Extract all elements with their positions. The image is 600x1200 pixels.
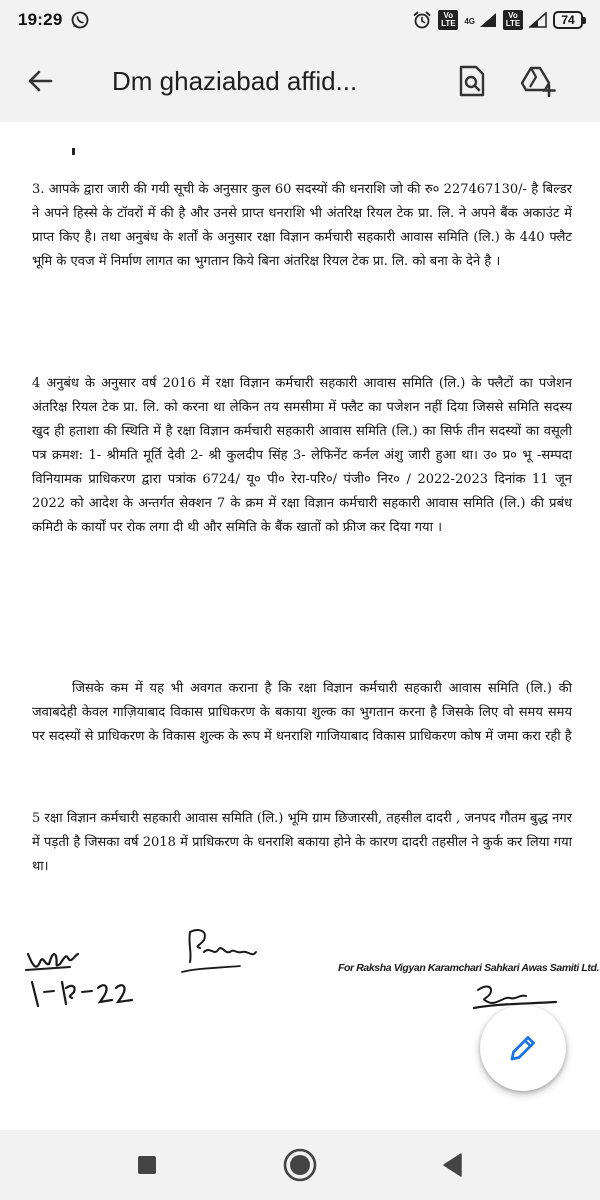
paragraph-note: जिसके कम में यह भी अवगत कराना है कि रक्षा विज्ञान कर्मचारी सहकारी आवास समिति (लि.) की जवाबदेही केवल गाज़ियाबाद विकास प्राधिकरण के बकाया शुल्क का भुगतान करना है जिसके लिए वो समय समय पर सदस्यों से प्राधिकरण के विकास शुल्क के रूप में धनराशि गाजियाबाद विकास प्राधिकरण कोष में जमा करा रही है [32, 681, 572, 744]
home-button[interactable] [270, 1135, 330, 1195]
edit-button[interactable] [480, 1005, 566, 1091]
handwritten-signature-date [18, 934, 146, 1016]
network-type-label: 4G [464, 17, 475, 26]
page-mark [72, 148, 75, 155]
status-bar [0, 0, 600, 40]
find-in-document-button[interactable] [448, 57, 496, 105]
paragraph-4: 4 अनुबंध के अनुसार वर्ष 2016 में रक्षा विज्ञान कर्मचारी सहकारी आवास समिति (लि.) के फ्लैटों का पजेशन अंतरिक्ष रियल टेक प्रा. लि. को करना था लेकिन तय समसीमा में फ्लैट का पजेशन नहीं दिया जिससे समिति सदस्य खुद ही हताशा की स्थिति में है रक्षा विज्ञान कर्मचारी सहकारी आवास समिति (लि.) का सिर्फ तीन सदस्यों का वसूली पत्र क्रमश: 1- श्रीमति मूर्ति देवी 2- श्री कुलदीप सिंह 3- लेफिनेंट कर्नल अंशु जारी हुआ था। उ० प्र० भू -सम्पदा विनियामक प्राधिकरण द्वारा पत्रांक 6724/ यू० पी० रेरा-परि०/ पंजी० निर० / 2022-2023 दिनांक 11 जून 2022 को आदेश के अन्तर्गत सेक्शन 7 के क्रम में रक्षा विज्ञान कर्मचारी सहकारी आवास समिति (लि.) की प्रबंध कमिटी के कार्यों पर रोक लगा दी थी और समिति के बैंक खातों को फ्रीज कर दिया गया । [32, 376, 572, 535]
alarm-icon [412, 10, 432, 30]
back-triangle-icon [441, 1152, 465, 1178]
search-document-icon [457, 64, 487, 98]
paragraph-5: 5 रक्षा विज्ञान कर्मचारी सहकारी आवास समिति (लि.) भूमि ग्राम छिजारसी, तहसील दादरी , जनपद गौतम बुद्ध नगर में पड़ती है जिसका वर्ष 2018 में प्राधिकरण के धनराशि बकाया होने के कारण दादरी तहसील ने कुर्क कर लिया गया था। [32, 811, 572, 874]
home-circle-icon [282, 1147, 318, 1183]
recents-square-icon [136, 1154, 158, 1176]
battery-level: 74 [553, 11, 583, 29]
paragraph-3: 3. आपके द्वारा जारी की गयी सूची के अनुसार कुल 60 सदस्यों की धनराशि जो की रु० 227467130/- है बिल्डर ने अपने हिस्से के टॉवरों में की है और उनसे प्राप्त धनराशि भी अंतरिक्ष रियल टेक प्रा. लि. ने अपने बैंक अकाउंट में प्राप्त किए है। तथा अनुबंध के शर्तों के अनुसार रक्षा विज्ञान कर्मचारी सहकारी आवास समिति (लि.) के 440 फ्लैट भूमि के एवज में निर्माण लागत का भुगतान किये बिना अंतरिक्ष रियल टेक प्रा. लि. को बना के देने है । [32, 182, 572, 269]
back-button[interactable] [16, 57, 64, 105]
add-to-drive-icon [520, 65, 556, 97]
organisation-stamp: For Raksha Vigyan Karamchari Sahkari Awas Samiti Ltd. [338, 962, 600, 974]
volte-icon-2: Vo LTE [503, 10, 523, 30]
arrow-left-icon [25, 66, 55, 96]
recents-button[interactable] [117, 1135, 177, 1195]
add-to-drive-button[interactable] [514, 57, 562, 105]
back-nav-button[interactable] [423, 1135, 483, 1195]
status-time: 19:29 [18, 10, 63, 29]
document-page[interactable] [0, 122, 600, 1130]
app-bar [0, 40, 600, 122]
handwritten-signature [178, 922, 268, 982]
document-title: Dm ghaziabad affid... [112, 65, 358, 96]
volte-icon: Vo LTE [438, 10, 458, 30]
app-bar-actions [448, 57, 562, 105]
battery-icon [553, 11, 586, 29]
whatsapp-icon [70, 10, 90, 30]
signal-icon [479, 12, 497, 28]
signal-icon-2 [529, 12, 547, 28]
edit-pencil-icon [506, 1031, 540, 1065]
system-nav-bar [0, 1130, 600, 1200]
status-icons [412, 10, 586, 30]
